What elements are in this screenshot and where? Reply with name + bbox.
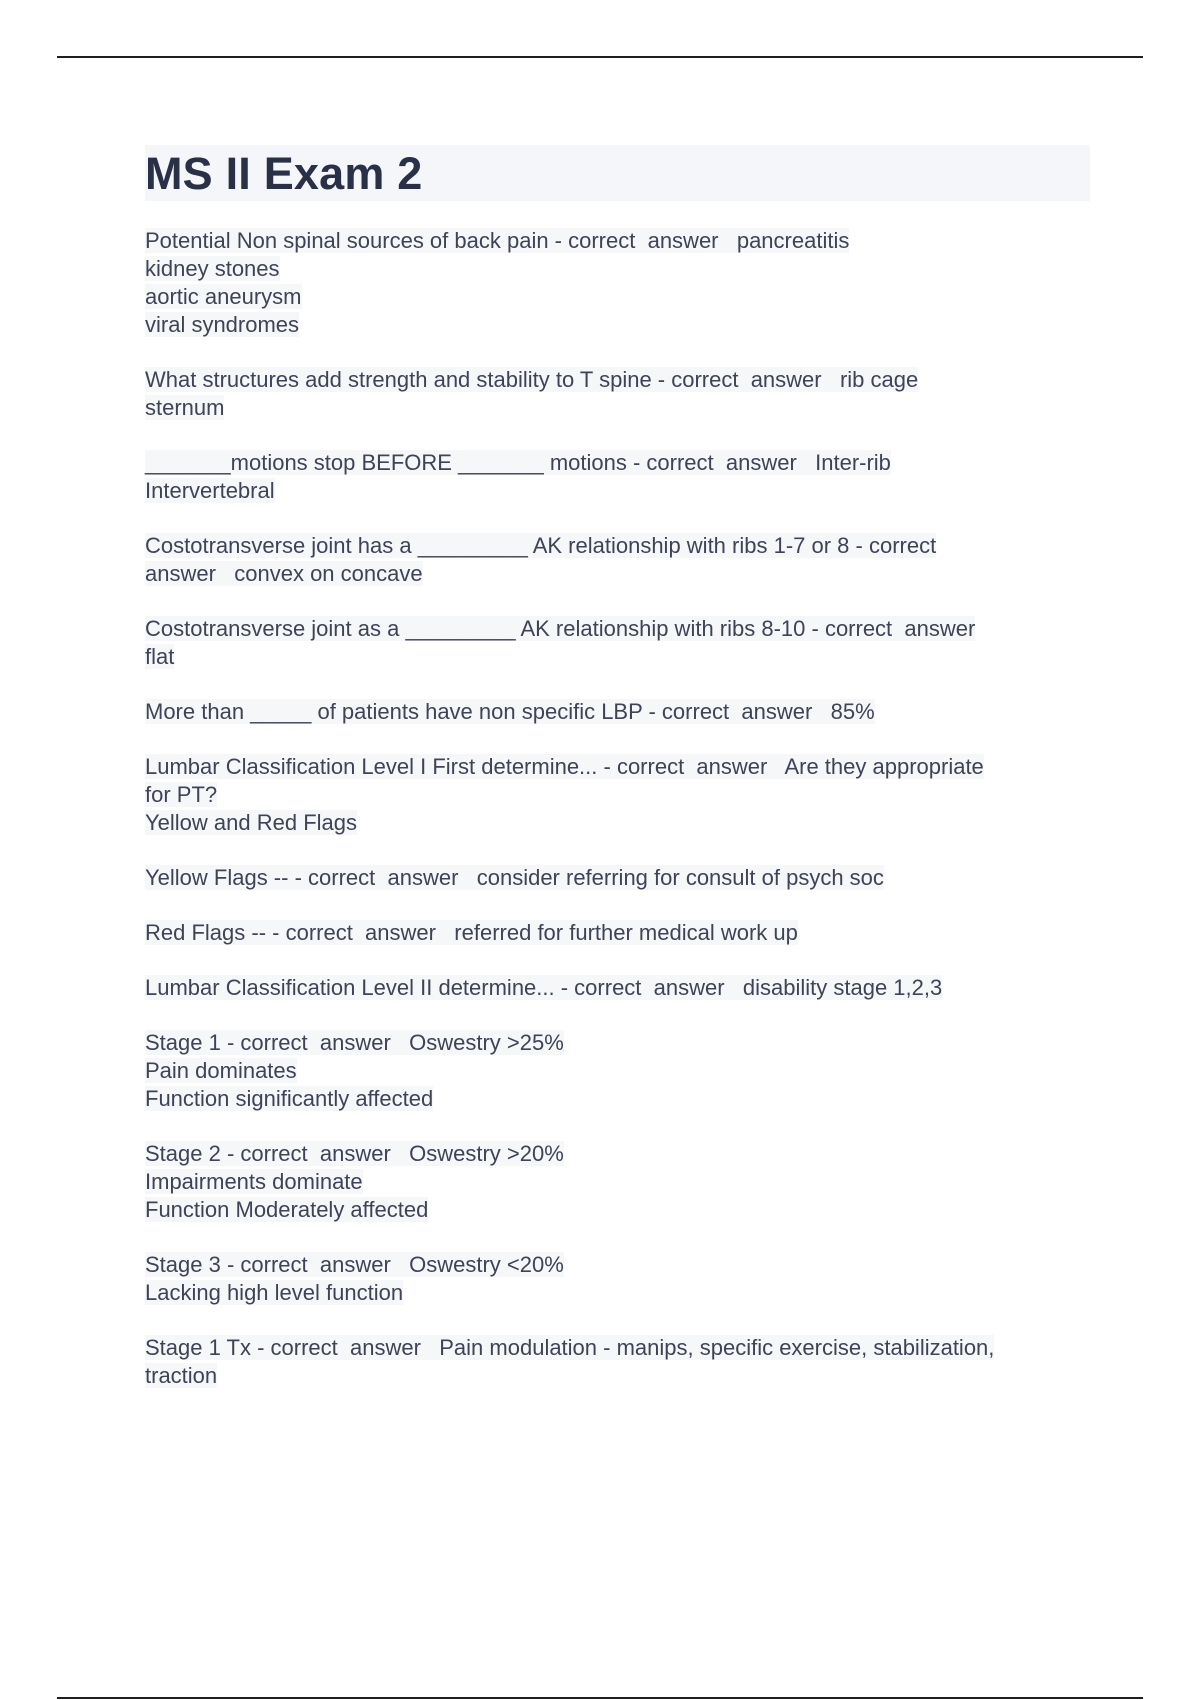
flashcard-answer-line [145, 1362, 1090, 1390]
flashcard-question [145, 449, 1090, 477]
flashcard-answer-line [145, 1085, 1090, 1113]
flashcard-text: kidney stones [145, 256, 280, 281]
flashcard-text: sternum [145, 395, 225, 420]
flashcard-text: Costotransverse joint has a _________ AK relationship with ribs 1-7 or 8 - correct [145, 533, 937, 558]
flashcard-question [145, 698, 1090, 726]
flashcard-text: Stage 2 - correct answer Oswestry >20% [145, 1141, 564, 1166]
flashcard-entry [145, 753, 1090, 837]
flashcard-text: More than _____ of patients have non specific LBP - correct answer 85% [145, 699, 875, 724]
flashcard-question [145, 532, 1090, 560]
flashcard-text: Lumbar Classification Level I First determine... - correct answer Are they appropriate [145, 754, 984, 779]
flashcard-question [145, 1029, 1090, 1057]
flashcard-answer-line [145, 560, 1090, 588]
flashcard-text: traction [145, 1363, 218, 1388]
flashcard-text: Function Moderately affected [145, 1197, 429, 1222]
flashcard-question [145, 227, 1090, 255]
flashcard-entry [145, 1334, 1090, 1390]
flashcard-question [145, 1334, 1090, 1362]
flashcard-text: viral syndromes [145, 312, 300, 337]
flashcard-text: Lacking high level function [145, 1280, 404, 1305]
flashcard-text: aortic aneurysm [145, 284, 302, 309]
flashcard-question [145, 753, 1090, 781]
flashcard-text: flat [145, 644, 175, 669]
flashcard-answer-line [145, 477, 1090, 505]
flashcard-text: Impairments dominate [145, 1169, 363, 1194]
flashcard-entry [145, 1251, 1090, 1307]
flashcard-text: Intervertebral [145, 478, 275, 503]
flashcard-text: answer convex on concave [145, 561, 423, 586]
flashcard-question [145, 1251, 1090, 1279]
flashcard-list [145, 227, 1090, 1390]
flashcard-text: Yellow Flags -- - correct answer consider referring for consult of psych soc [145, 865, 884, 890]
flashcard-text: Stage 1 - correct answer Oswestry >25% [145, 1030, 564, 1055]
flashcard-answer-line [145, 1279, 1090, 1307]
page-title: MS II Exam 2 [145, 147, 423, 199]
flashcard-entry [145, 366, 1090, 422]
flashcard-question [145, 1140, 1090, 1168]
flashcard-question [145, 615, 1090, 643]
flashcard-answer-line [145, 311, 1090, 339]
flashcard-text: Costotransverse joint as a _________ AK relationship with ribs 8-10 - correct answer [145, 616, 976, 641]
flashcard-text: Function significantly affected [145, 1086, 434, 1111]
flashcard-answer-line [145, 781, 1090, 809]
flashcard-answer-line [145, 1168, 1090, 1196]
flashcard-text: Red Flags -- - correct answer referred for further medical work up [145, 920, 798, 945]
document-body [145, 145, 1090, 1417]
bottom-rule [57, 1697, 1143, 1699]
flashcard-question [145, 974, 1090, 1002]
flashcard-entry [145, 449, 1090, 505]
flashcard-text: Potential Non spinal sources of back pain - correct answer pancreatitis [145, 228, 850, 253]
flashcard-entry [145, 919, 1090, 947]
flashcard-answer-line [145, 809, 1090, 837]
flashcard-entry [145, 864, 1090, 892]
flashcard-text: Stage 3 - correct answer Oswestry <20% [145, 1252, 564, 1277]
flashcard-answer-line [145, 643, 1090, 671]
flashcard-answer-line [145, 283, 1090, 311]
flashcard-entry [145, 227, 1090, 339]
top-rule [57, 56, 1143, 58]
flashcard-entry [145, 974, 1090, 1002]
flashcard-text: _______motions stop BEFORE _______ motions - correct answer Inter-rib [145, 450, 891, 475]
flashcard-entry [145, 532, 1090, 588]
flashcard-entry [145, 1140, 1090, 1224]
flashcard-question [145, 864, 1090, 892]
flashcard-answer-line [145, 1196, 1090, 1224]
flashcard-text: Pain dominates [145, 1058, 297, 1083]
flashcard-question [145, 366, 1090, 394]
title-banner [145, 145, 1090, 201]
flashcard-entry [145, 615, 1090, 671]
flashcard-answer-line [145, 255, 1090, 283]
flashcard-text: Stage 1 Tx - correct answer Pain modulation - manips, specific exercise, stabilization, [145, 1335, 995, 1360]
flashcard-text: Lumbar Classification Level II determine... - correct answer disability stage 1,2,3 [145, 975, 943, 1000]
flashcard-text: for PT? [145, 782, 218, 807]
flashcard-text: Yellow and Red Flags [145, 810, 357, 835]
flashcard-text: What structures add strength and stability to T spine - correct answer rib cage [145, 367, 919, 392]
flashcard-answer-line [145, 394, 1090, 422]
flashcard-entry [145, 698, 1090, 726]
flashcard-question [145, 919, 1090, 947]
flashcard-answer-line [145, 1057, 1090, 1085]
flashcard-entry [145, 1029, 1090, 1113]
